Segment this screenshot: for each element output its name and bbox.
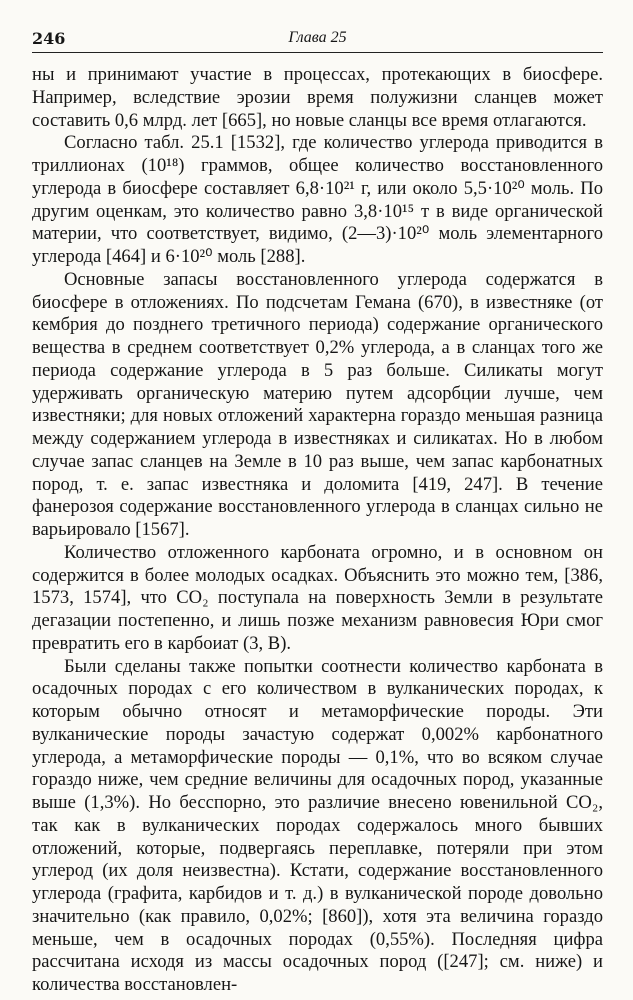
paragraph-continuation: ны и принимают участие в процессах, протекающих в биосфере. Например, вследствие эрозии время полужизни сланцев может составить 0,6 млрд. лет [665], но новые сланцы все время отлагаются. (32, 64, 603, 131)
paragraph: Согласно табл. 25.1 [1532], где количество углерода приводится в триллионах (10¹⁸) граммов, общее количество восстановленного углерода в биосфере составляет 6,8·10²¹ г, или около 5,5·10²⁰ моль. По другим оценкам, это количество равно 3,8·10¹⁵ т в виде органической материи, что соответствует, видимо, (2—3)·10²⁰ моль элементарного углерода [464] и 6·10²⁰ моль [288]. (32, 132, 603, 267)
paragraph: Были сделаны также попытки соотнести количество карбоната в осадочных породах с его количеством в вулканических породах, к которым обычно относят и метаморфические породы. Эти вулканические породы зачастую содержат 0,002% карбонатного углерода, а метаморфические породы — 0,1%, что во всяком случае гораздо ниже, чем средние величины для осадочных пород, указанные выше (1,3%). Но бесспорно, это различие внесено ювенильной CO₂, так как в вулканических породах содержалось много бывших отложений, которые, подвергаясь переплавке, потеряли при этом углерод (их доля неизвестна). Кстати, содержание восстановленного углерода (графита, карбидов и т. д.) в вулканической породе довольно значительно (как правило, 0,02%; [860]), хотя эта величина гораздо меньше, чем в осадочных породах (0,55%). Последняя цифра рассчитана исходя из массы осадочных пород ([247]; см. ниже) и количества восстановлен- (32, 655, 603, 995)
paragraph: Основные запасы восстановленного углерода содержатся в биосфере в отложениях. По подсчетам Гемана (670), в известняке (от кембрия до позднего третичного периода) содержание органического вещества в среднем соответствует 0,2% углерода, а в сланцах того же периода содержание углерода в 5 раз больше. Силикаты могут удерживать органическую материю путем адсорбции лучше, чем известняки; для новых отложений характерна гораздо меньшая разница между содержанием углерода в известняках и силикатах. Но в любом случае запас сланцев на Земле в 10 раз выше, чем запас карбонатных пород, т. е. запас известняка и доломита [419, 247]. В течение фанерозоя содержание восстановленного углерода в сланцах сильно не варьировало [1567]. (32, 268, 603, 540)
page-number: 246 (32, 29, 66, 48)
body-text (32, 64, 603, 997)
chapter-title: Глава 25 (288, 29, 347, 46)
paragraph: Количество отложенного карбоната огромно, и в основном он содержится в более молодых осадках. Объяснить это можно тем, [386, 1573, 1574], что CO₂ поступала на поверхность Земли в результате дегазации постепенно, и лишь позже механизм равновесия Юри смог превратить его в карбоиат (3, В). (32, 541, 603, 654)
running-header (32, 26, 603, 53)
